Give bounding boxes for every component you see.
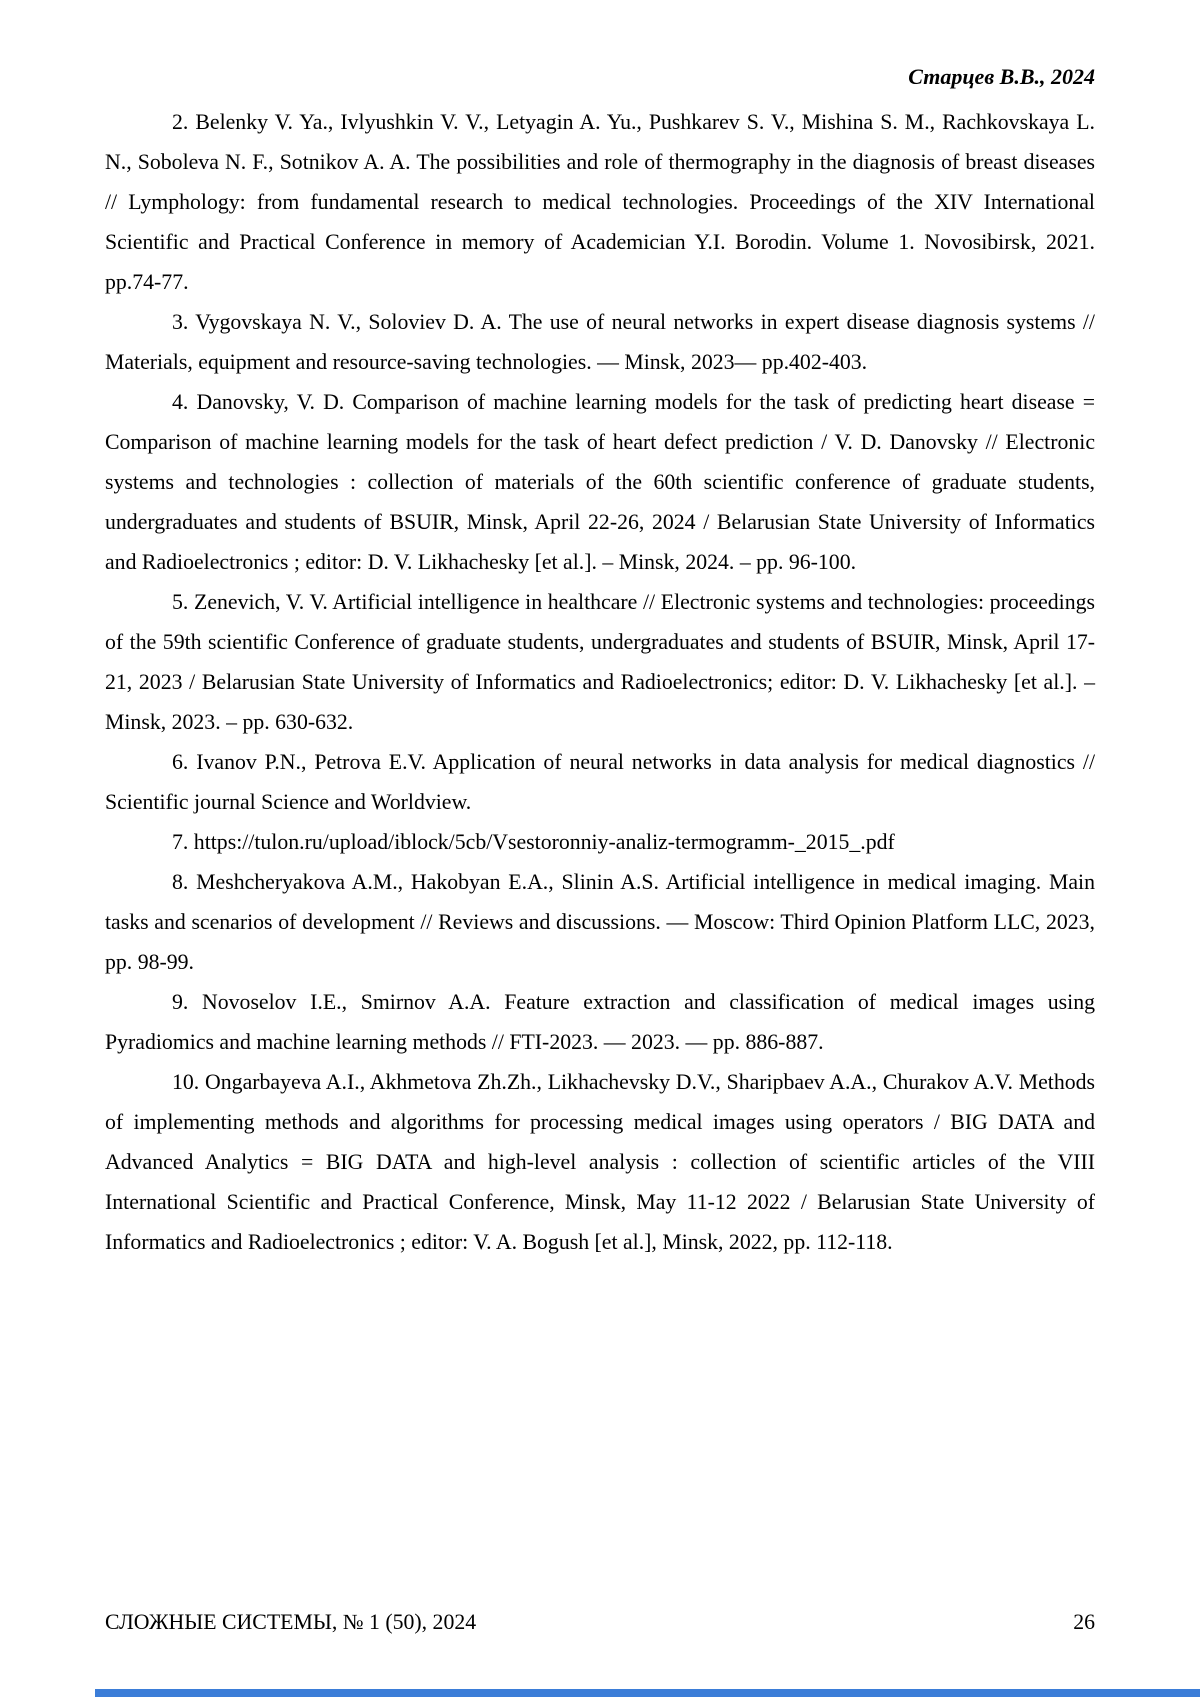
reference-item: 3. Vygovskaya N. V., Soloviev D. A. The use of neural networks in expert disease diagnosis systems // Materials, equipment and resource-saving technologies. — Minsk, 2023— pp.402-403. (105, 310, 1095, 374)
reference-item: 8. Meshcheryakova A.M., Hakobyan E.A., Slinin A.S. Artificial intelligence in medical imaging. Main tasks and scenarios of development // Reviews and discussions. — Moscow: Third Opinion Platform LLC, 2023, pp. 98-99. (105, 870, 1095, 974)
reference-item: 4. Danovsky, V. D. Comparison of machine learning models for the task of predicting heart disease = Comparison of machine learning models for the task of heart defect prediction / V. D. Danovsky // Electronic systems and technologies : collection of materials of the 60th scientific conference of graduate students, undergraduates and students of BSUIR, Minsk, April 22-26, 2024 / Belarusian State University of Informatics and Radioelectronics ; editor: D. V. Likhachesky [et al.]. – Minsk, 2024. – pp. 96-100. (105, 390, 1095, 574)
bottom-accent-bar (95, 1689, 1200, 1697)
journal-title: СЛОЖНЫЕ СИСТЕМЫ, № 1 (50), 2024 (105, 1610, 477, 1634)
reference-item: 6. Ivanov P.N., Petrova E.V. Application of neural networks in data analysis for medical diagnostics // Scientific journal Science and Worldview. (105, 750, 1095, 814)
reference-list (105, 102, 1095, 1262)
reference-item: 2. Belenky V. Ya., Ivlyushkin V. V., Letyagin A. Yu., Pushkarev S. V., Mishina S. M., Rachkovskaya L. N., Soboleva N. F., Sotnikov A. A. The possibilities and role of thermography in the diagnosis of breast diseases // Lymphology: from fundamental research to medical technologies. Proceedings of the XIV International Scientific and Practical Conference in memory of Academician Y.I. Borodin. Volume 1. Novosibirsk, 2021. pp.74-77. (105, 110, 1095, 294)
reference-item-url: 7. https://tulon.ru/upload/iblock/5cb/Vsestoronniy-analiz-termogramm-_2015_.pdf (172, 830, 895, 854)
author-header: Старцев В.В., 2024 (908, 64, 1095, 89)
page-number: 26 (1073, 1610, 1095, 1634)
page-footer (105, 1608, 1095, 1636)
reference-item: 10. Ongarbayeva A.I., Akhmetova Zh.Zh., Likhachevsky D.V., Sharipbaev A.A., Churakov A.V. Methods of implementing methods and algorithms for processing medical images using operators / BIG DATA and Advanced Analytics = BIG DATA and high-level analysis : collection of scientific articles of the VIII International Scientific and Practical Conference, Minsk, May 11-12 2022 / Belarusian State University of Informatics and Radioelectronics ; editor: V. A. Bogush [et al.], Minsk, 2022, pp. 112-118. (105, 1070, 1095, 1254)
reference-item: 9. Novoselov I.E., Smirnov A.A. Feature extraction and classification of medical images using Pyradiomics and machine learning methods // FTI-2023. — 2023. — pp. 886-887. (105, 990, 1095, 1054)
reference-item: 5. Zenevich, V. V. Artificial intelligence in healthcare // Electronic systems and technologies: proceedings of the 59th scientific Conference of graduate students, undergraduates and students of BSUIR, Minsk, April 17-21, 2023 / Belarusian State University of Informatics and Radioelectronics; editor: D. V. Likhachesky [et al.]. – Minsk, 2023. – pp. 630-632. (105, 590, 1095, 734)
